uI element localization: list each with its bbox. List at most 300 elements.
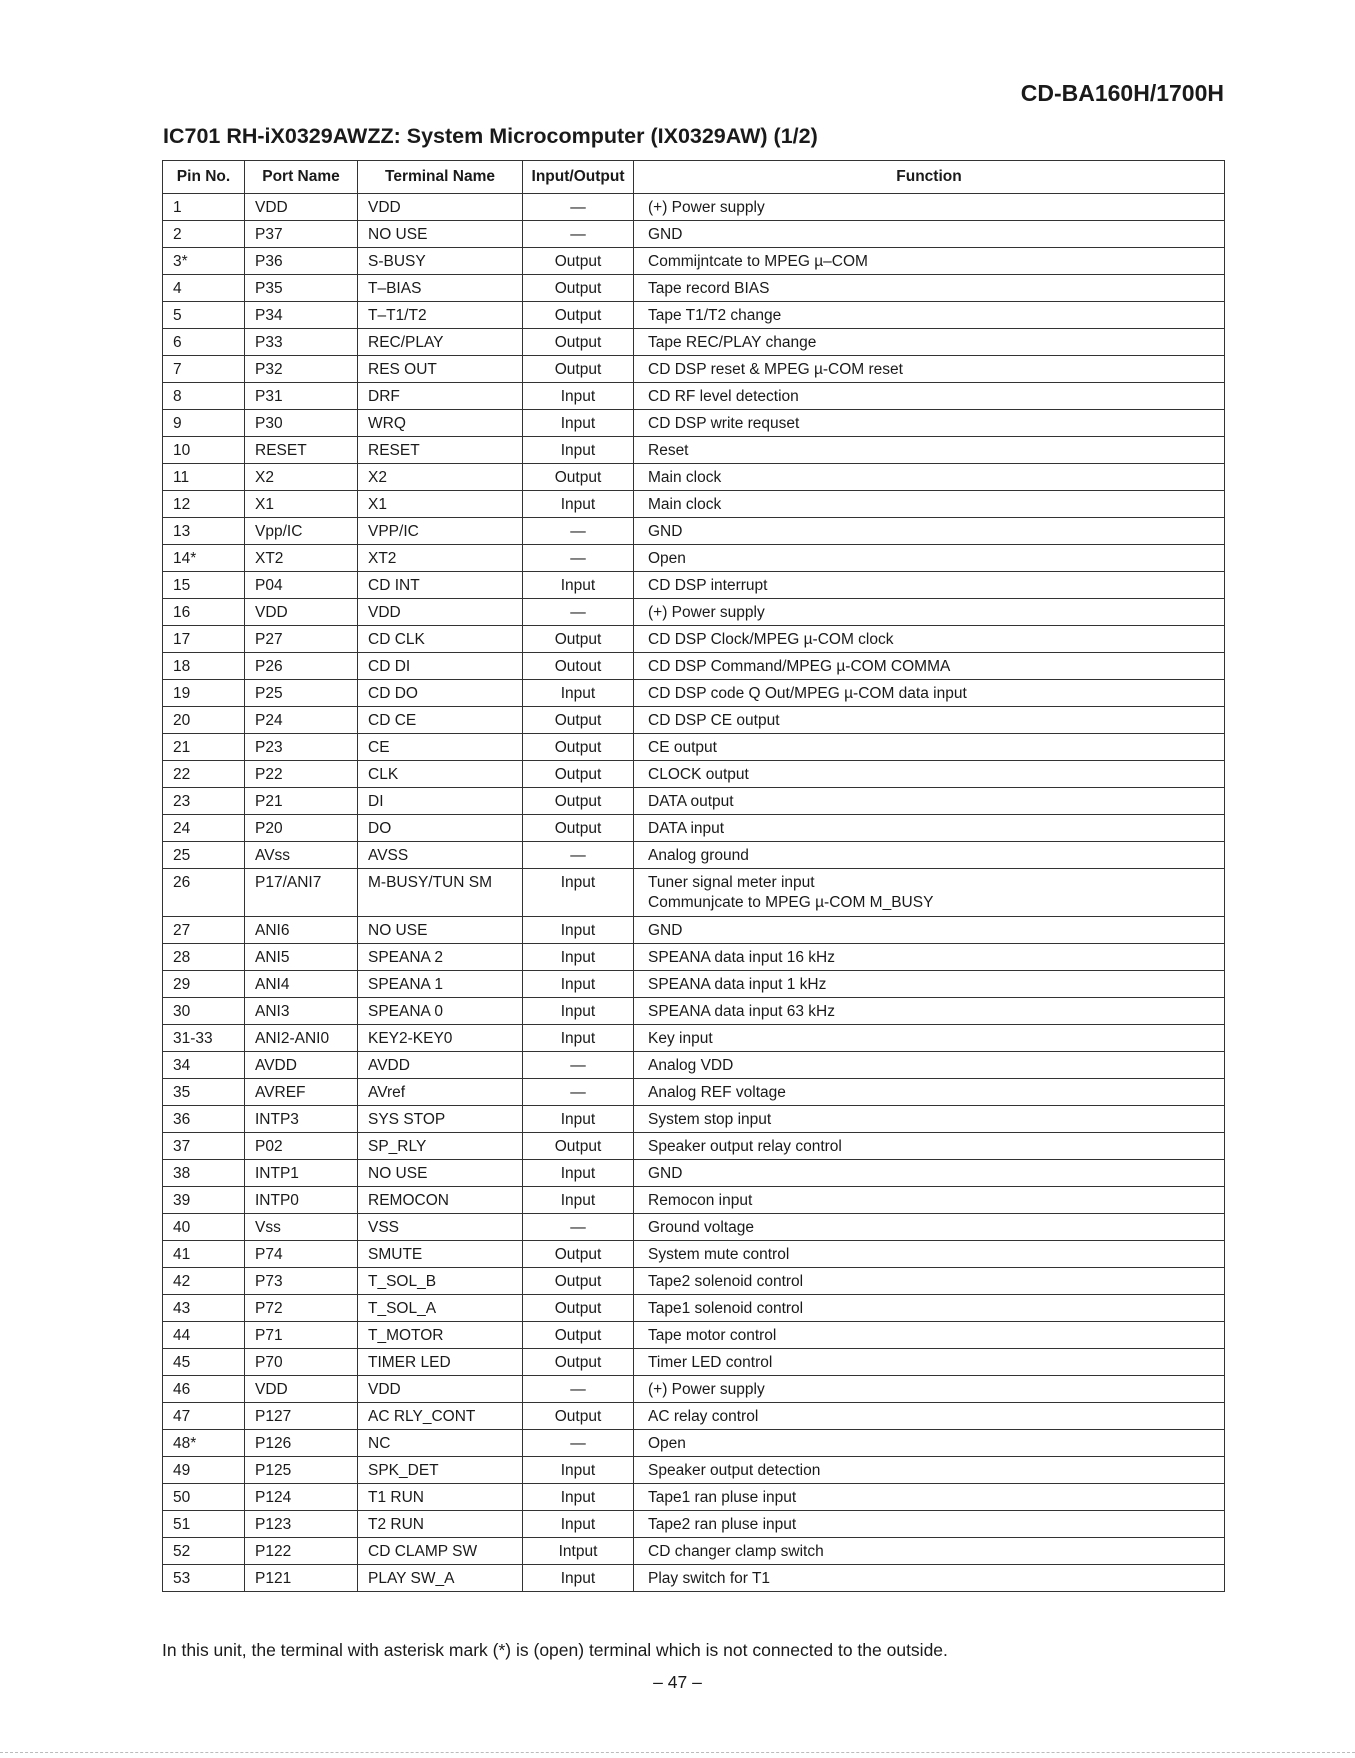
table-row — [163, 626, 1225, 653]
table-row — [163, 302, 1225, 329]
cell-pin: 16 — [163, 599, 245, 626]
cell-function — [634, 1511, 1225, 1538]
table-row — [163, 734, 1225, 761]
cell-io: Input — [523, 1160, 634, 1187]
cell-terminal: SP_RLY — [358, 1133, 523, 1160]
cell-io: — — [523, 1376, 634, 1403]
cell-terminal: DO — [358, 815, 523, 842]
cell-function — [634, 1403, 1225, 1430]
cell-function — [634, 302, 1225, 329]
cell-port: P74 — [245, 1241, 358, 1268]
cell-function — [634, 1241, 1225, 1268]
cell-port: P32 — [245, 356, 358, 383]
table-row — [163, 383, 1225, 410]
cell-io: — — [523, 842, 634, 869]
cell-io: Input — [523, 410, 634, 437]
function-line: Speaker output detection — [648, 1462, 821, 1479]
cell-terminal: T_SOL_A — [358, 1295, 523, 1322]
cell-terminal: VDD — [358, 1376, 523, 1403]
cell-terminal: WRQ — [358, 410, 523, 437]
cell-pin: 43 — [163, 1295, 245, 1322]
cell-terminal: SMUTE — [358, 1241, 523, 1268]
cell-io: Output — [523, 248, 634, 275]
cell-function — [634, 1106, 1225, 1133]
table-row — [163, 1025, 1225, 1052]
cell-function — [634, 1295, 1225, 1322]
col-header-pin: Pin No. — [163, 161, 245, 194]
cell-port: VDD — [245, 1376, 358, 1403]
cell-pin: 6 — [163, 329, 245, 356]
cell-terminal: SYS STOP — [358, 1106, 523, 1133]
cell-port: RESET — [245, 437, 358, 464]
cell-terminal: REC/PLAY — [358, 329, 523, 356]
function-line: Communjcate to MPEG µ-COM M_BUSY — [648, 894, 934, 911]
cell-function — [634, 1565, 1225, 1592]
function-line: GND — [648, 922, 683, 939]
table-row — [163, 275, 1225, 302]
cell-terminal: SPEANA 0 — [358, 998, 523, 1025]
col-header-io: Input/Output — [523, 161, 634, 194]
cell-terminal: X2 — [358, 464, 523, 491]
cell-function — [634, 788, 1225, 815]
cell-io: — — [523, 1052, 634, 1079]
table-row — [163, 356, 1225, 383]
cell-terminal: VPP/IC — [358, 518, 523, 545]
cell-io: Output — [523, 734, 634, 761]
cell-port: VDD — [245, 599, 358, 626]
cell-function — [634, 356, 1225, 383]
function-line: Tape record BIAS — [648, 280, 770, 297]
cell-port: Vss — [245, 1214, 358, 1241]
cell-function — [634, 1025, 1225, 1052]
cell-terminal: DI — [358, 788, 523, 815]
function-line: CD DSP code Q Out/MPEG µ-COM data input — [648, 685, 967, 702]
function-line: CD DSP reset & MPEG µ-COM reset — [648, 361, 903, 378]
table-row — [163, 1106, 1225, 1133]
cell-io: Input — [523, 572, 634, 599]
function-line: SPEANA data input 16 kHz — [648, 949, 835, 966]
cell-terminal: X1 — [358, 491, 523, 518]
table-row — [163, 1268, 1225, 1295]
cell-terminal: VSS — [358, 1214, 523, 1241]
cell-function — [634, 1457, 1225, 1484]
cell-function — [634, 1079, 1225, 1106]
cell-terminal: CD INT — [358, 572, 523, 599]
cell-function — [634, 410, 1225, 437]
table-row — [163, 1484, 1225, 1511]
function-line: Speaker output relay control — [648, 1138, 842, 1155]
cell-function — [634, 1268, 1225, 1295]
table-row — [163, 329, 1225, 356]
cell-terminal: CD CE — [358, 707, 523, 734]
cell-port: ANI2-ANI0 — [245, 1025, 358, 1052]
cell-terminal: RESET — [358, 437, 523, 464]
page-number: – 47 – — [653, 1672, 702, 1692]
footnote: In this unit, the terminal with asterisk mark (*) is (open) terminal which is not connected to the outside. — [162, 1640, 948, 1660]
cell-port: P26 — [245, 653, 358, 680]
cell-function — [634, 437, 1225, 464]
function-line: Reset — [648, 442, 689, 459]
cell-function — [634, 572, 1225, 599]
cell-port: P25 — [245, 680, 358, 707]
cell-port: P02 — [245, 1133, 358, 1160]
cell-terminal: REMOCON — [358, 1187, 523, 1214]
cell-function — [634, 653, 1225, 680]
cell-function — [634, 1349, 1225, 1376]
table-row — [163, 1322, 1225, 1349]
table-row — [163, 707, 1225, 734]
cell-port: X2 — [245, 464, 358, 491]
cell-io: Output — [523, 1295, 634, 1322]
function-line: System stop input — [648, 1111, 772, 1128]
cell-port: ANI3 — [245, 998, 358, 1025]
cell-io: — — [523, 1079, 634, 1106]
cell-port: P27 — [245, 626, 358, 653]
table-body — [163, 194, 1225, 1592]
cell-terminal: T–BIAS — [358, 275, 523, 302]
function-line: Analog VDD — [648, 1057, 734, 1074]
cell-port: P126 — [245, 1430, 358, 1457]
cell-pin: 45 — [163, 1349, 245, 1376]
table-row — [163, 194, 1225, 221]
cell-pin: 4 — [163, 275, 245, 302]
cell-terminal: AC RLY_CONT — [358, 1403, 523, 1430]
function-line: Tape2 ran pluse input — [648, 1516, 797, 1533]
cell-terminal: NC — [358, 1430, 523, 1457]
cell-io: Input — [523, 944, 634, 971]
function-line: Tape motor control — [648, 1327, 777, 1344]
function-line: Open — [648, 550, 686, 567]
cell-terminal: S-BUSY — [358, 248, 523, 275]
function-line: Key input — [648, 1030, 713, 1047]
cell-pin: 52 — [163, 1538, 245, 1565]
table-header-row — [163, 161, 1225, 194]
cell-pin: 15 — [163, 572, 245, 599]
cell-io: Input — [523, 998, 634, 1025]
cell-io: — — [523, 1214, 634, 1241]
function-line: CE output — [648, 739, 717, 756]
cell-port: P20 — [245, 815, 358, 842]
cell-pin: 7 — [163, 356, 245, 383]
cell-function — [634, 815, 1225, 842]
cell-port: P30 — [245, 410, 358, 437]
cell-function — [634, 734, 1225, 761]
cell-io: Input — [523, 383, 634, 410]
cell-port: AVDD — [245, 1052, 358, 1079]
table-row — [163, 869, 1225, 917]
cell-io: Input — [523, 1484, 634, 1511]
table-row — [163, 1133, 1225, 1160]
cell-terminal: NO USE — [358, 917, 523, 944]
table-row — [163, 599, 1225, 626]
table-row — [163, 545, 1225, 572]
cell-io: — — [523, 194, 634, 221]
cell-port: P35 — [245, 275, 358, 302]
function-line: Timer LED control — [648, 1354, 773, 1371]
table-row — [163, 1457, 1225, 1484]
cell-function — [634, 599, 1225, 626]
cell-pin: 8 — [163, 383, 245, 410]
table-row — [163, 761, 1225, 788]
cell-function — [634, 998, 1225, 1025]
cell-pin: 27 — [163, 917, 245, 944]
cell-terminal: CD CLAMP SW — [358, 1538, 523, 1565]
cell-terminal: PLAY SW_A — [358, 1565, 523, 1592]
cell-io: Output — [523, 302, 634, 329]
function-line: CD changer clamp switch — [648, 1543, 824, 1560]
table-row — [163, 1241, 1225, 1268]
table-row — [163, 221, 1225, 248]
cell-pin: 20 — [163, 707, 245, 734]
cell-port: P17/ANI7 — [245, 869, 358, 917]
cell-terminal: NO USE — [358, 221, 523, 248]
cell-pin: 24 — [163, 815, 245, 842]
cell-pin: 50 — [163, 1484, 245, 1511]
function-line: System mute control — [648, 1246, 790, 1263]
function-line: CD DSP Clock/MPEG µ-COM clock — [648, 631, 894, 648]
cell-function — [634, 545, 1225, 572]
cell-pin: 25 — [163, 842, 245, 869]
table-row — [163, 788, 1225, 815]
cell-io: Input — [523, 917, 634, 944]
function-line: DATA output — [648, 793, 734, 810]
cell-pin: 22 — [163, 761, 245, 788]
table-row — [163, 1349, 1225, 1376]
cell-pin: 40 — [163, 1214, 245, 1241]
cell-function — [634, 1484, 1225, 1511]
function-line: CD DSP CE output — [648, 712, 780, 729]
cell-pin: 9 — [163, 410, 245, 437]
function-line: Open — [648, 1435, 686, 1452]
cell-function — [634, 707, 1225, 734]
cell-terminal: CD DO — [358, 680, 523, 707]
cell-function — [634, 221, 1225, 248]
function-line: SPEANA data input 1 kHz — [648, 976, 827, 993]
cell-terminal: KEY2-KEY0 — [358, 1025, 523, 1052]
table-row — [163, 680, 1225, 707]
cell-port: ANI4 — [245, 971, 358, 998]
table-row — [163, 1052, 1225, 1079]
function-line: CD RF level detection — [648, 388, 799, 405]
cell-pin: 13 — [163, 518, 245, 545]
cell-io: Output — [523, 788, 634, 815]
cell-io: Output — [523, 464, 634, 491]
table-row — [163, 971, 1225, 998]
table-row — [163, 464, 1225, 491]
function-line: DATA input — [648, 820, 725, 837]
cell-function — [634, 761, 1225, 788]
function-line: Tape T1/T2 change — [648, 307, 782, 324]
model-number: CD-BA160H/1700H — [1020, 80, 1224, 106]
function-line: Commijntcate to MPEG µ–COM — [648, 253, 868, 270]
cell-io: Output — [523, 1403, 634, 1430]
cell-pin: 10 — [163, 437, 245, 464]
cell-io: — — [523, 545, 634, 572]
cell-pin: 19 — [163, 680, 245, 707]
table-row — [163, 998, 1225, 1025]
cell-io: Output — [523, 626, 634, 653]
cell-pin: 53 — [163, 1565, 245, 1592]
cell-port: VDD — [245, 194, 358, 221]
cell-function — [634, 491, 1225, 518]
cell-io: Input — [523, 1511, 634, 1538]
table-row — [163, 1403, 1225, 1430]
cell-function — [634, 248, 1225, 275]
table-row — [163, 1214, 1225, 1241]
function-line: Tape1 ran pluse input — [648, 1489, 797, 1506]
cell-pin: 12 — [163, 491, 245, 518]
table-row — [163, 1511, 1225, 1538]
cell-pin: 34 — [163, 1052, 245, 1079]
function-line: GND — [648, 226, 683, 243]
cell-io: Input — [523, 1187, 634, 1214]
cell-port: P22 — [245, 761, 358, 788]
cell-port: INTP1 — [245, 1160, 358, 1187]
cell-pin: 17 — [163, 626, 245, 653]
cell-function — [634, 1160, 1225, 1187]
function-line: Main clock — [648, 469, 722, 486]
cell-port: P04 — [245, 572, 358, 599]
cell-port: INTP0 — [245, 1187, 358, 1214]
cell-port: Vpp/IC — [245, 518, 358, 545]
cell-pin: 21 — [163, 734, 245, 761]
pin-table — [162, 160, 1225, 1592]
cell-pin: 48* — [163, 1430, 245, 1457]
cell-terminal: CLK — [358, 761, 523, 788]
cell-terminal: VDD — [358, 194, 523, 221]
function-line: CD DSP write requset — [648, 415, 800, 432]
table-row — [163, 1376, 1225, 1403]
cell-port: ANI5 — [245, 944, 358, 971]
function-line: CLOCK output — [648, 766, 749, 783]
cell-port: P33 — [245, 329, 358, 356]
cell-port: P23 — [245, 734, 358, 761]
table-row — [163, 437, 1225, 464]
cell-function — [634, 518, 1225, 545]
cell-function — [634, 917, 1225, 944]
cell-function — [634, 1322, 1225, 1349]
cell-pin: 49 — [163, 1457, 245, 1484]
cell-terminal: T–T1/T2 — [358, 302, 523, 329]
function-line: Analog REF voltage — [648, 1084, 786, 1101]
function-line: (+) Power supply — [648, 199, 765, 216]
cell-pin: 14* — [163, 545, 245, 572]
cell-pin: 29 — [163, 971, 245, 998]
table-row — [163, 1538, 1225, 1565]
cell-io: Output — [523, 707, 634, 734]
function-line: (+) Power supply — [648, 604, 765, 621]
cell-port: P121 — [245, 1565, 358, 1592]
function-line: CD DSP interrupt — [648, 577, 768, 594]
cell-port: P34 — [245, 302, 358, 329]
cell-port: P37 — [245, 221, 358, 248]
cell-terminal: NO USE — [358, 1160, 523, 1187]
function-line: Tuner signal meter input — [648, 874, 815, 891]
cell-pin: 28 — [163, 944, 245, 971]
cell-function — [634, 1052, 1225, 1079]
cell-io: Output — [523, 1268, 634, 1295]
cell-io: Input — [523, 491, 634, 518]
cell-pin: 2 — [163, 221, 245, 248]
cell-io: Intput — [523, 1538, 634, 1565]
cell-io: — — [523, 518, 634, 545]
cell-function — [634, 383, 1225, 410]
cell-pin: 42 — [163, 1268, 245, 1295]
table-row — [163, 410, 1225, 437]
cell-terminal: VDD — [358, 599, 523, 626]
cell-port: X1 — [245, 491, 358, 518]
cell-function — [634, 971, 1225, 998]
col-header-terminal: Terminal Name — [358, 161, 523, 194]
page-bottom-rule — [0, 1752, 1355, 1753]
function-line: Tape1 solenoid control — [648, 1300, 804, 1317]
function-line: Analog ground — [648, 847, 749, 864]
cell-terminal: TIMER LED — [358, 1349, 523, 1376]
cell-io: Input — [523, 680, 634, 707]
cell-io: — — [523, 221, 634, 248]
function-line: GND — [648, 1165, 683, 1182]
cell-terminal: CD DI — [358, 653, 523, 680]
cell-terminal: CE — [358, 734, 523, 761]
cell-port: P72 — [245, 1295, 358, 1322]
table-row — [163, 518, 1225, 545]
function-line: GND — [648, 523, 683, 540]
cell-pin: 3* — [163, 248, 245, 275]
cell-function — [634, 194, 1225, 221]
table-row — [163, 572, 1225, 599]
cell-pin: 30 — [163, 998, 245, 1025]
cell-port: P127 — [245, 1403, 358, 1430]
cell-io: Output — [523, 1322, 634, 1349]
cell-io: Output — [523, 1241, 634, 1268]
cell-io: Input — [523, 437, 634, 464]
cell-io: Output — [523, 815, 634, 842]
cell-terminal: T_MOTOR — [358, 1322, 523, 1349]
function-line: Tape REC/PLAY change — [648, 334, 817, 351]
cell-pin: 26 — [163, 869, 245, 917]
cell-function — [634, 1187, 1225, 1214]
table-row — [163, 653, 1225, 680]
cell-function — [634, 464, 1225, 491]
function-line: (+) Power supply — [648, 1381, 765, 1398]
table-row — [163, 815, 1225, 842]
cell-io: Output — [523, 329, 634, 356]
cell-port: AVss — [245, 842, 358, 869]
cell-function — [634, 869, 1225, 917]
table-row — [163, 1430, 1225, 1457]
cell-pin: 1 — [163, 194, 245, 221]
cell-port: P31 — [245, 383, 358, 410]
cell-io: Input — [523, 1565, 634, 1592]
cell-port: P71 — [245, 1322, 358, 1349]
cell-io: Output — [523, 1349, 634, 1376]
table-row — [163, 1160, 1225, 1187]
cell-port: AVREF — [245, 1079, 358, 1106]
cell-port: P24 — [245, 707, 358, 734]
cell-pin: 36 — [163, 1106, 245, 1133]
cell-terminal: T_SOL_B — [358, 1268, 523, 1295]
cell-port: P122 — [245, 1538, 358, 1565]
cell-pin: 41 — [163, 1241, 245, 1268]
cell-pin: 18 — [163, 653, 245, 680]
cell-io: — — [523, 1430, 634, 1457]
table-row — [163, 1079, 1225, 1106]
cell-pin: 47 — [163, 1403, 245, 1430]
cell-pin: 44 — [163, 1322, 245, 1349]
cell-port: P123 — [245, 1511, 358, 1538]
cell-pin: 38 — [163, 1160, 245, 1187]
cell-port: INTP3 — [245, 1106, 358, 1133]
